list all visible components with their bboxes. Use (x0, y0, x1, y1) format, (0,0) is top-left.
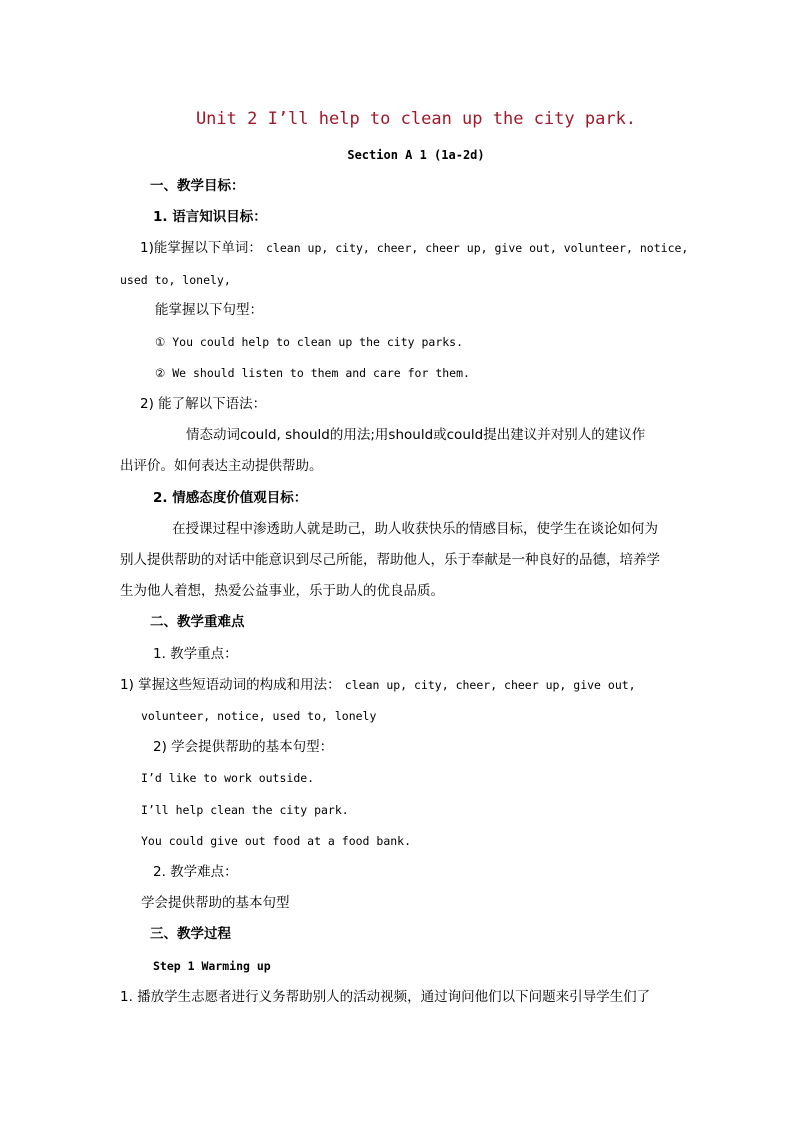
example-sentence-1: I’d like to work outside. (141, 771, 315, 785)
objective-emotion-heading: 2. 情感态度价值观目标： (153, 490, 308, 506)
section-subtitle: Section A 1 (1a-2d) (347, 148, 485, 162)
key-point-1-en: clean up, city, cheer, cheer up, give out, (344, 678, 636, 692)
step-1-item-1: 1. 播放学生志愿者进行义务帮助别人的活动视频，通过询问他们以下问题来引导学生们了 (120, 989, 651, 1005)
grammar-label: 2) 能了解以下语法： (140, 396, 267, 412)
document-title: Unit 2 I’ll help to clean up the city park. (195, 109, 637, 129)
section-2-heading: 二、教学重难点 (150, 614, 245, 630)
emotion-line-2: 别人提供帮助的对话中能意识到尽己所能，帮助他人，乐于奉献是一种良好的品德，培养学 (120, 552, 660, 568)
sentence-2: ② We should listen to them and care for them. (155, 366, 470, 380)
difficult-points-text: 学会提供帮助的基本句型 (141, 895, 290, 911)
grammar-line-1: 情态动词could, should的用法;用should或could提出建议并对别人的建议作 (186, 427, 646, 443)
key-point-2: 2) 学会提供帮助的基本句型： (153, 739, 334, 755)
sentence-1: ① You could help to clean up the city parks. (155, 335, 464, 349)
difficult-points-heading: 2. 教学难点： (153, 864, 238, 880)
words-list-cont: used to, lonely, (120, 273, 231, 287)
key-point-1-line (120, 677, 636, 694)
key-point-1-zh: 1) 掌握这些短语动词的构成和用法： (120, 677, 341, 693)
objective-language-heading: 1. 语言知识目标： (153, 209, 267, 225)
sentences-label: 能掌握以下句型： (155, 302, 263, 318)
example-sentence-3: You could give out food at a food bank. (141, 834, 412, 848)
section-3-heading: 三、教学过程 (150, 926, 231, 942)
words-label: 1)能掌握以下单词： (140, 240, 262, 256)
emotion-line-1: 在授课过程中渗透助人就是助己，助人收获快乐的情感目标，使学生在谈论如何为 (172, 521, 658, 537)
grammar-line-2: 出评价。如何表达主动提供帮助。 (120, 458, 323, 474)
step-1-heading: Step 1 Warming up (153, 959, 271, 973)
example-sentence-2: I’ll help clean the city park. (141, 803, 349, 817)
key-point-1-cont: volunteer, notice, used to, lonely (141, 709, 377, 723)
emotion-line-3: 生为他人着想，热爱公益事业，乐于助人的优良品质。 (120, 583, 444, 599)
key-points-heading: 1. 教学重点： (153, 646, 238, 662)
words-list: clean up, city, cheer, cheer up, give out, volunteer, notice, (266, 241, 689, 255)
words-line (140, 240, 688, 257)
section-1-heading: 一、教学目标： (150, 178, 245, 194)
